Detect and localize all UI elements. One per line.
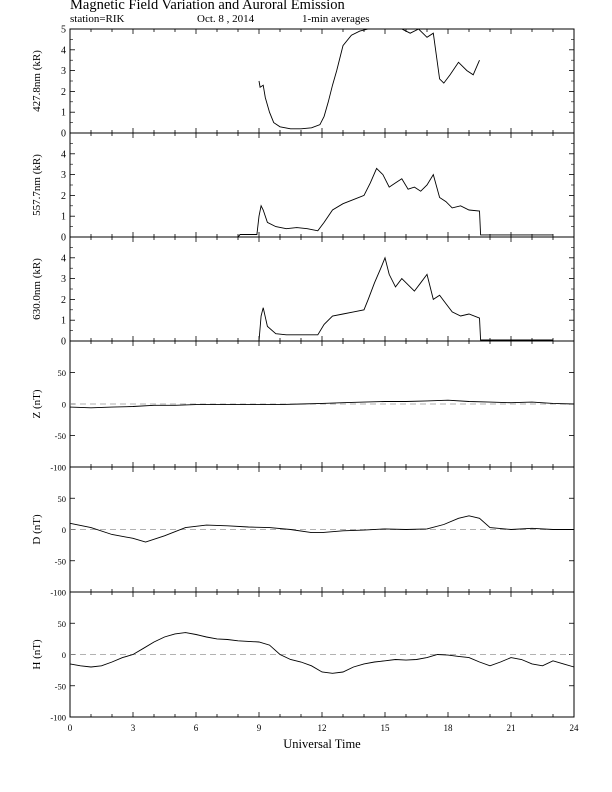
y-axis-label: 557.7nm (kR) [31, 154, 43, 216]
y-tick-label: 3 [61, 66, 66, 78]
y-tick-label: 0 [61, 336, 66, 348]
y-axis-label: H (nT) [31, 639, 43, 670]
y-tick-label: -50 [54, 556, 66, 567]
y-tick-label: 0 [61, 650, 66, 660]
x-tick-label: 12 [317, 723, 327, 733]
y-tick-label: 4 [61, 253, 66, 265]
y-tick-label: -100 [50, 712, 66, 723]
x-tick-label: 0 [67, 723, 73, 733]
x-tick-label: 9 [256, 723, 262, 733]
series-line-630.0nm [70, 258, 553, 341]
x-tick-label: 3 [130, 723, 136, 733]
x-tick-label: 15 [380, 723, 390, 733]
y-tick-label: 3 [61, 170, 66, 182]
y-tick-label: 1 [61, 211, 66, 223]
panel-2 [31, 133, 574, 244]
panel-3 [31, 237, 574, 348]
y-tick-label: -50 [54, 681, 66, 692]
y-axis-label: D (nT) [31, 514, 43, 545]
y-tick-label: 0 [61, 128, 66, 140]
y-tick-label: 5 [61, 24, 66, 36]
y-tick-label: -100 [50, 587, 66, 598]
y-tick-label: 0 [61, 525, 66, 535]
x-tick-label: 18 [443, 723, 453, 733]
series-line-H [70, 633, 574, 674]
y-axis-label: Z (nT) [31, 389, 43, 419]
y-tick-label: 4 [61, 45, 66, 57]
y-tick-label: 2 [61, 190, 66, 202]
panel-4 [31, 341, 574, 473]
y-tick-label: 2 [61, 294, 66, 306]
y-tick-label: 1 [61, 107, 66, 119]
y-tick-label: 50 [57, 368, 66, 378]
y-tick-label: 1 [61, 315, 66, 327]
panel-frame [70, 29, 574, 133]
y-tick-label: -100 [50, 462, 66, 473]
x-axis-label: Universal Time [283, 737, 361, 751]
x-tick-label: 21 [506, 723, 516, 733]
y-tick-label: 50 [57, 618, 66, 629]
panel-frame [70, 237, 574, 341]
x-tick-label: 24 [569, 723, 579, 733]
averaging-label: 1-min averages [302, 13, 370, 25]
y-tick-label: 4 [61, 149, 66, 161]
series-line-D [70, 516, 574, 542]
series-line-557.7nm [70, 168, 553, 237]
panel-5 [31, 467, 574, 598]
chart-title: Magnetic Field Variation and Auroral Emission [70, 0, 345, 13]
y-tick-label: 50 [57, 493, 66, 504]
y-tick-label: 3 [61, 274, 66, 286]
y-axis-label: 630.0nm (kR) [31, 258, 43, 320]
y-tick-label: -50 [54, 431, 66, 441]
panel-6 [31, 592, 574, 723]
date-label: Oct. 8 , 2014 [197, 13, 255, 25]
x-tick-label: 6 [193, 723, 199, 733]
y-tick-label: 2 [61, 86, 66, 98]
y-tick-label: 0 [61, 232, 66, 244]
y-tick-label: 0 [61, 399, 66, 410]
panel-1 [31, 25, 574, 140]
series-line-427.8nm [259, 29, 480, 129]
station-label: station=RIK [70, 13, 125, 25]
panel-frame [70, 133, 574, 237]
y-axis-label: 427.8nm (kR) [31, 50, 43, 112]
